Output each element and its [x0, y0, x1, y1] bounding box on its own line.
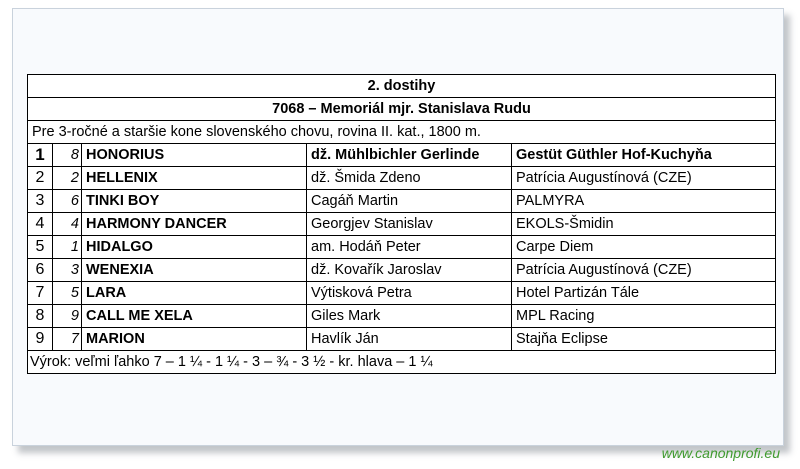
result-position: 5 [28, 236, 53, 259]
result-horse: HIDALGO [82, 236, 307, 259]
result-position: 1 [28, 144, 53, 167]
race-name-row [28, 98, 776, 121]
result-owner: Hotel Partizán Tále [512, 282, 776, 305]
result-position: 6 [28, 259, 53, 282]
result-row [28, 282, 776, 305]
result-jockey: am. Hodáň Peter [307, 236, 512, 259]
result-number: 6 [53, 190, 82, 213]
result-jockey: dž. Kovařík Jaroslav [307, 259, 512, 282]
result-position: 2 [28, 167, 53, 190]
result-number: 2 [53, 167, 82, 190]
race-conditions-row [28, 121, 776, 144]
result-row [28, 305, 776, 328]
result-number: 1 [53, 236, 82, 259]
result-position: 9 [28, 328, 53, 351]
result-position: 3 [28, 190, 53, 213]
result-horse: CALL ME XELA [82, 305, 307, 328]
result-owner: Carpe Diem [512, 236, 776, 259]
result-position: 8 [28, 305, 53, 328]
result-owner: Patrícia Augustínová (CZE) [512, 167, 776, 190]
watermark-text: www.canonprofi.eu [661, 445, 780, 461]
result-jockey: Havlík Ján [307, 328, 512, 351]
result-row [28, 259, 776, 282]
result-number: 4 [53, 213, 82, 236]
result-position: 4 [28, 213, 53, 236]
result-horse: HELLENIX [82, 167, 307, 190]
result-number: 9 [53, 305, 82, 328]
result-row [28, 236, 776, 259]
race-name: 7068 – Memoriál mjr. Stanislava Rudu [28, 98, 776, 121]
result-number: 7 [53, 328, 82, 351]
race-verdict-row [28, 351, 776, 374]
result-position: 7 [28, 282, 53, 305]
race-verdict: Výrok: veľmi ľahko 7 – 1 ¼ - 1 ¼ - 3 – ¾ - 3 ½ - kr. hlava – 1 ¼ [28, 351, 776, 374]
result-number: 3 [53, 259, 82, 282]
race-conditions: Pre 3-ročné a staršie kone slovenského chovu, rovina II. kat., 1800 m. [28, 121, 776, 144]
result-jockey: Výtisková Petra [307, 282, 512, 305]
result-owner: PALMYRA [512, 190, 776, 213]
race-results-table [27, 74, 776, 374]
result-horse: LARA [82, 282, 307, 305]
result-horse: MARION [82, 328, 307, 351]
result-horse: WENEXIA [82, 259, 307, 282]
race-title-row [28, 75, 776, 98]
race-title: 2. dostihy [28, 75, 776, 98]
result-jockey: dž. Šmida Zdeno [307, 167, 512, 190]
result-horse: HONORIUS [82, 144, 307, 167]
result-owner: Stajňa Eclipse [512, 328, 776, 351]
result-row [28, 190, 776, 213]
result-jockey: Georgjev Stanislav [307, 213, 512, 236]
result-owner: MPL Racing [512, 305, 776, 328]
result-jockey: dž. Mühlbichler Gerlinde [307, 144, 512, 167]
result-number: 5 [53, 282, 82, 305]
result-number: 8 [53, 144, 82, 167]
result-row [28, 144, 776, 167]
result-horse: HARMONY DANCER [82, 213, 307, 236]
result-owner: Gestüt Güthler Hof-Kuchyňa [512, 144, 776, 167]
result-jockey: Cagáň Martin [307, 190, 512, 213]
result-row [28, 328, 776, 351]
result-jockey: Giles Mark [307, 305, 512, 328]
result-owner: EKOLS-Šmidin [512, 213, 776, 236]
result-row [28, 213, 776, 236]
result-owner: Patrícia Augustínová (CZE) [512, 259, 776, 282]
result-row [28, 167, 776, 190]
result-horse: TINKI BOY [82, 190, 307, 213]
